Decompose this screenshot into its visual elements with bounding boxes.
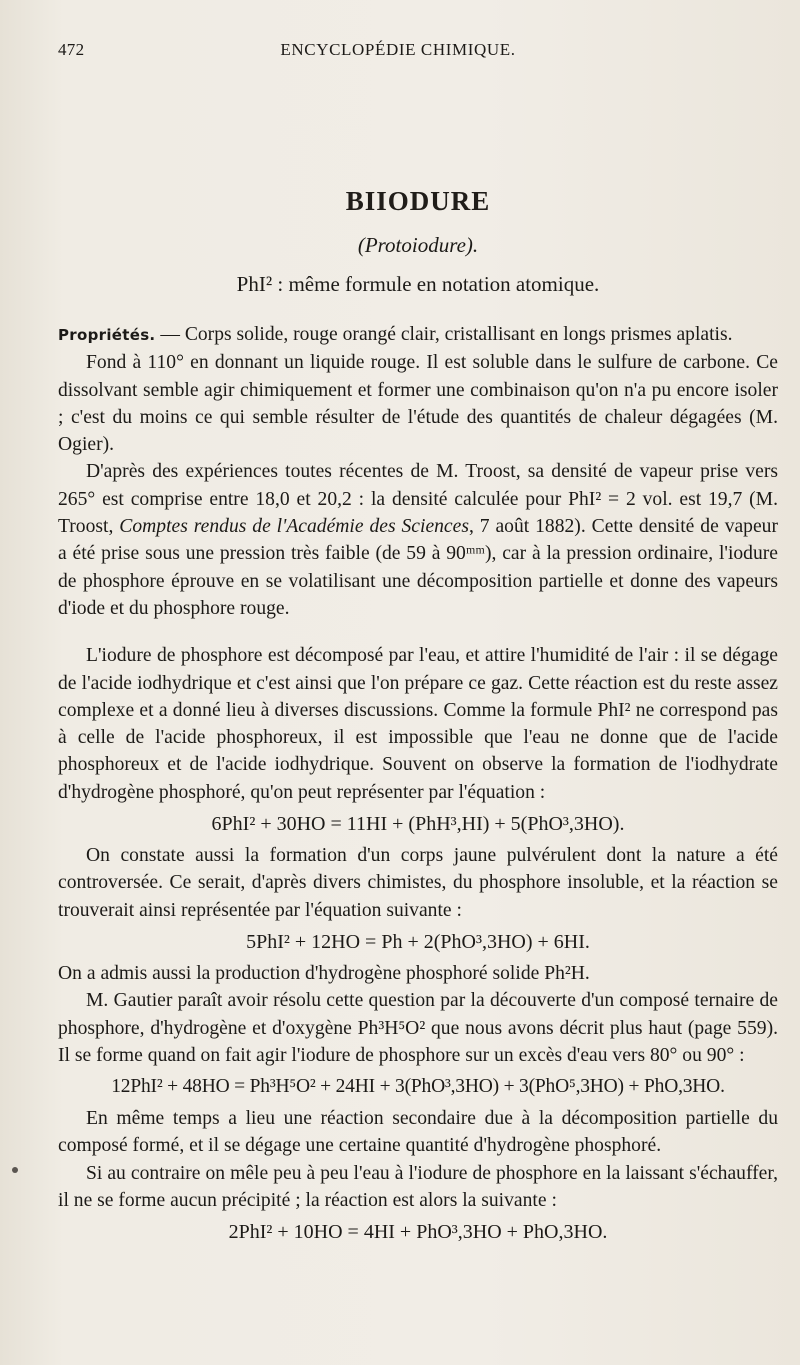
body-text [58, 321, 778, 1247]
paragraph-decomposition: L'iodure de phosphore est décomposé par l'eau, et attire l'humidité de l'air : il se dégage de l'acide iodhydrique et c'est ainsi que l'on prépare ce gaz. Cette réaction est du reste assez complexe et a donné lieu à diverses discussions. Comme la formule PhI² ne correspond pas à celle de l'acide phosphoreux, il est impossible que l'eau ne donne que de l'acide phosphoreux et de l'acide iodhydrique. Souvent on observe la formation de l'iodhydrate d'hydrogène phosphoré, qu'on peut représenter par l'équation : [58, 645, 778, 803]
paragraph-yellow-body: On constate aussi la formation d'un corps jaune pulvérulent dont la nature a été controversée. Ce serait, d'après divers chimistes, du phosphore insoluble, et la réaction se trouverait ainsi représentée par l'équation suivante : [58, 845, 778, 921]
section-subtitle: (Protoiodure). [357, 233, 479, 257]
paragraph-text: — Corps solide, rouge orangé clair, cristallisant en longs prismes aplatis. [155, 324, 733, 345]
paragraph-properties [58, 321, 778, 349]
paragraph-contrary: Si au contraire on mêle peu à peu l'eau à l'iodure de phosphore en la laissant s'échauffer, il ne se forme aucun précipité ; la réaction est alors la suivante : [58, 1162, 778, 1212]
equation-1: 6PhI² + 30HO = 11HI + (PhH³,HI) + 5(PhO³,3HO). [211, 813, 625, 836]
page-number: 472 [58, 40, 85, 59]
section-title: BIIODURE [345, 186, 491, 216]
paragraph-solid-hydrogen: On a admis aussi la production d'hydrogène phosphoré solide Ph²H. [58, 962, 590, 984]
equation-2: 5PhI² + 12HO = Ph + 2(PhO³,3HO) + 6HI. [246, 930, 590, 953]
formula-note: PhI² : même formule en notation atomique. [236, 272, 600, 296]
paragraph-density [58, 458, 778, 622]
running-header [58, 40, 778, 66]
equation-3: 12PhI² + 48HO = Ph³H⁵O² + 24HI + 3(PhO³,3HO) + 3(PhO⁵,3HO) + PhO,3HO. [111, 1076, 725, 1098]
paragraph-gautier: M. Gautier paraît avoir résolu cette question par la découverte d'un composé ternaire de phosphore, d'hydrogène et d'oxygène Ph³H⁵O² que nous avons décrit plus haut (page 559). Il se forme quand on fait agir l'iodure de phosphore sur un excès d'eau vers 80° ou 90° : [58, 990, 778, 1066]
paragraph-melting: Fond à 110° en donnant un liquide rouge. Il est soluble dans le sulfure de carbone. Ce dissolvant semble agir chimiquement et former une combinaison qu'on n'a pu encore isoler ; c'est du moins ce qui semble résulter de l'étude des quantités de chaleur dégagées (M. Ogier). [58, 352, 778, 456]
paragraph-text: , 7 août 1882). Cette densité de vapeur a été prise sous une pression très faible (de 59 à 90ᵐᵐ), car à la pression ordinaire, l'iodure de phosphore éprouve en se volatilisant une décomposition partielle et donne des vapeurs d'iode et du phosphore rouge. [58, 516, 779, 619]
margin-speck [12, 1167, 18, 1173]
paragraph-text: D'après des expériences toutes récentes de M. Troost, sa densité de vapeur prise vers 265° est comprise entre 18,0 et 20,2 : la densité calculée pour PhI² = 2 vol. est 19,7 (M. Troost, [58, 461, 778, 538]
equation-4: 2PhI² + 10HO = 4HI + PhO³,3HO + PhO,3HO. [228, 1221, 608, 1244]
running-title: ENCYCLOPÉDIE CHIMIQUE. [280, 40, 516, 59]
citation-title: Comptes rendus de l'Académie des Sciences [119, 516, 469, 538]
run-in-heading: Propriétés. [58, 326, 156, 344]
paragraph-secondary-reaction: En même temps a lieu une réaction secondaire due à la décomposition partielle du composé formé, et il se dégage une certaine quantité d'hydrogène phosphoré. [58, 1108, 778, 1157]
